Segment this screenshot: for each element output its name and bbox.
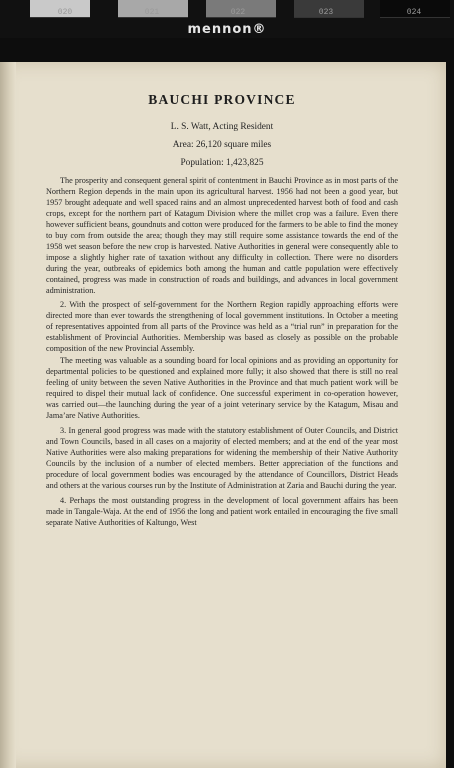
- page-binding-shadow: [0, 62, 16, 768]
- body-paragraph: 2. With the prospect of self-government for the Northern Region rapidly approaching efforts were directed more than ever towards the strengthening of local government institutions. In October a meeting of representatives appointed from all parts of the Province was held as a “trial run” in preparation for the establishment of Provincial Authorities. Membership was based as closely as possible on the probable composition of the new Provincial Assembly.: [46, 300, 398, 354]
- scanner-brand-logo: mennon®: [187, 22, 267, 37]
- body-paragraph: The meeting was valuable as a sounding board for local opinions and as providing an opportunity for departmental policies to be questioned and explained more fully; it also showed that there is still no real feeling of unity between the seven Native Authorities in the Province and that much patient work will be required to dispel their mutual lack of confidence. One successful experiment in co-operation however, was carried out—the launching during the year of a joint veterinary service by the Katagum, Misau and Jama’are Native Authorities.: [46, 356, 398, 421]
- frame-number: 021: [144, 8, 160, 17]
- frame-number: 022: [230, 8, 246, 17]
- population-line: Population: 1,423,825: [180, 158, 264, 168]
- area-line: Area: 26,120 square miles: [172, 140, 272, 150]
- frame-number: 020: [57, 8, 73, 17]
- frame-number: 023: [318, 8, 334, 17]
- body-paragraph: 3. In general good progress was made with the statutory establishment of Outer Councils, and District and Town Councils, based in all cases on a majority of elected members; and at the end of the year most Native Authorities were also making preparations for widening the membership of their Native Authority Councils by the inclusion of a number of elected members. Better appreciation of the functions and procedure of local government bodies was encouraged by the attendance of Councillors, District Heads and others at the various courses run by the Institute of Administration at Zaria and Bauchi during the year.: [46, 425, 398, 490]
- frame-number: 024: [406, 8, 422, 17]
- body-paragraph: The prosperity and consequent general spirit of contentment in Bauchi Province as in most parts of the Northern Region depends in the main upon its agricultural harvest. 1956 had not been a good year, but 1957 brought adequate and well spaced rains and an almost unprecedented harvest both of food and cash crops, except for the northern part of Katagum Division where the millet crop was a failure. Even there however sufficient beans, goundnuts and cotton were produced for the farmers to be able to find the money to buy corn from outside the area; though they may still require some assistance towards the end of the 1958 wet season before the new crop is harvested. Native Authorities in general were consequently able to impose a slightly higher rate of taxation without any difficulty in collection. There were no disorders during the year, outbreaks of epidemics both among the human and cattle population were effectively contained, progress was made in construction of roads and buildings, and advances in local government administration.: [46, 176, 398, 295]
- page-title: BAUCHI PROVINCE: [148, 92, 296, 107]
- scanner-calibration-strip: [0, 0, 454, 38]
- resident-line: L. S. Watt, Acting Resident: [170, 122, 274, 132]
- document-content: [46, 92, 398, 529]
- body-paragraph: 4. Perhaps the most outstanding progress in the development of local government affairs has been made in Tangale-Waja. At the end of 1956 the long and patient work entailed in encouraging the five small separate Native Authorities of Kaltungo, West: [46, 495, 398, 527]
